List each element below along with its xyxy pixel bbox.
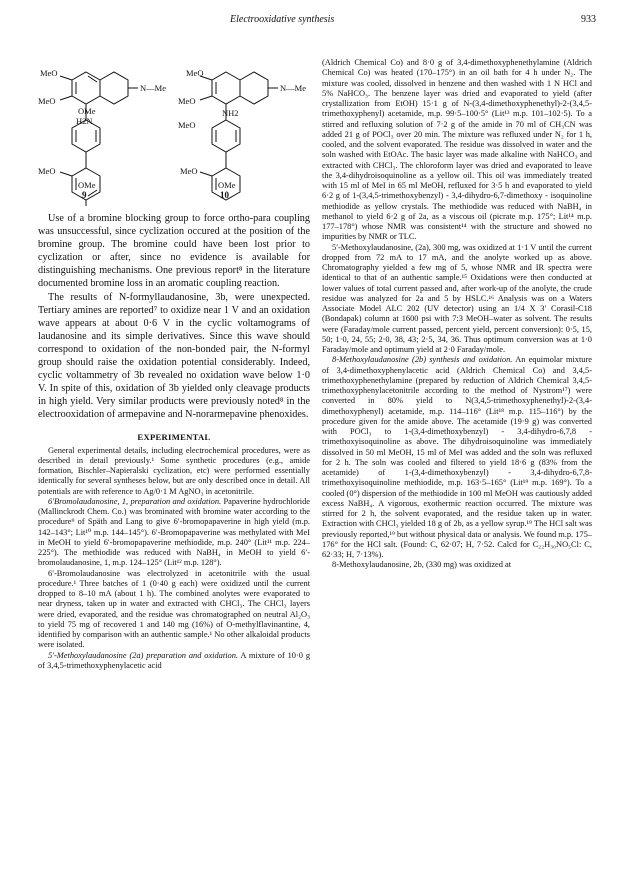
bromo-subtitle: 6′Bromolaudanosine, 1, preparation and oxidation.: [48, 496, 222, 506]
discussion-paragraph-1: Use of a bromine blocking group to force ortho-para coupling was unsuccessful, since cyclization occured at the position of the bromine group. The bromine could have been lost prior to cyclization or after, since no evidence is available for distinguishing mechanisms. One previous report⁸ in the literature documented bromine loss in an aromatic coupling reaction.: [38, 213, 310, 290]
experimental-paragraph-general: General experimental details, including electrochemical procedures, were as described in detail previously.¹ Some synthetic procedures (e.g., amide formation, Bischler–Napieralski cyclization, etc) were performed essentially identically for several syntheses below, but are only described once in detail. All potentials are with reference to Ag/0·1 M AgNO₃ in acetonitrile.: [38, 445, 310, 496]
s10-label-ome-low: OMe: [218, 180, 236, 190]
compound-number-9: 9: [82, 190, 87, 200]
s9-label-nme: N—Me: [140, 83, 166, 93]
s10-label-nme: N—Me: [280, 83, 306, 93]
s10-label-meo-top: MeO: [186, 68, 204, 78]
methoxy-subtitle: 5′-Methoxylaudanosine (2a) preparation and oxidation.: [48, 650, 238, 660]
s9-label-meo-low: MeO: [38, 166, 56, 176]
right-paragraph-3: [322, 355, 592, 560]
s10-label-meo-low: MeO: [180, 166, 198, 176]
running-header: [0, 14, 624, 30]
right-paragraph-4: 8-Methoxylaudanosine, 2b, (330 mg) was oxidized at: [332, 560, 512, 570]
right-paragraph-2: 5′-Methoxylaudanosine, (2a), 300 mg, was oxidized at 1·1 V until the current dropped from 72 mA to 17 mA, and the anolyte worked up as above. Chromatography yielded a few mg of 5, whose NMR and IR spectra were identical to that of an authentic sample.¹⁵ Oxidations were then conducted at lower values of total current passed and, after work-up of the anolyte, the crude residue was analyzed for 2a and 5 by HSLC.¹⁶ Analysis was on a Waters Associate Model ALC 202 (UV detector) using an 1/4 X 3′ Corasil-C18 (Bondapak) column at 1600 psi with 7:3 MeOH–water as solvent. The results were (Faraday/mole current passed, percent yield, percent conversion): 0·5, 15, 50; 1·0, 24, 55; 2·0, 38, 43; 2·5, 34, 36. Thus optimum conversion was at 1·0 Faraday/mole and optimum yield at 2·0 Faraday/mole.: [322, 242, 592, 354]
discussion-paragraph-2: The results of N-formyllaudanosine, 3b, were unexpected. Tertiary amines are reported⁷ to oxidize near 1 V and an oxidation wave appears at about 0·6 V in the cyclic voltamograms of laudanosine and its simple derivatives. Since this wave should correspond to oxidation of the non-bonded pair, the N-formyl group should raise the oxidation potential considerably. Indeed, cyclic voltammetry of 3b revealed no oxidation wave below 1·0 V. In spite of this, oxidation of 3b yielded only cleavage products in high yield. Very similar products were previously noted⁸ in the electrooxidation of armepavine and N-norarmepavine phenoxides.: [38, 291, 310, 421]
s10-label-nh2: NH2: [222, 108, 239, 118]
running-title: Electrooxidative synthesis: [230, 14, 335, 25]
s9-label-h2n: H2N: [76, 116, 93, 126]
structure-9-drawing: [60, 72, 138, 206]
chemical-structures-figure: [38, 58, 310, 206]
bromo-body: Papaverine hydrochloride (Mallinckrodt Chem. Co.) was brominated with bromine water according to the procedure⁹ of Späth and Lang to give 6′-bromopapaverine in high yield (m.p. 142–143°; Lit¹⁰ m.p. 144–145°). 6′-Bromopapaverine was methylated with MeI in MeOH to yield 6′-bromopapaverine methiodide, m.p. 240° (Lit¹¹ m.p. 224–225°). The methiodide was reduced with NaBH₄ in MeOH to yield 6′-bromolaudanosine, 1, m.p. 124–125° (Lit¹² m.p. 128°).: [38, 496, 311, 568]
experimental-heading: EXPERIMENTAL: [137, 431, 211, 442]
left-column: [38, 58, 310, 671]
s9-label-meo-top: MeO: [40, 68, 58, 78]
s9-label-ome: OMe: [78, 106, 96, 116]
structure-10-drawing: [200, 72, 278, 200]
methoxy-2b-body: An equimolar mixture of 3,4-dimethoxyphenylacetic acid (Aldrich Chemical Co) and 3,4,5-trimethoxyphenethylamine (prepared by reduction of Aldrich Chemical 3,4,5-trimethoxyphenylacetonitrile according to the method of Nystrom¹⁷) were converted in 80% yield to N(3,4,5-trimethoxyphenethyl)-2-(3,4-dimethoxyphenyl) acetamide, m.p. 114–116° (Lit¹⁸ m.p. 115–116°) by the procedure given for the amide above. The acetamide (19·9 g) was converted with POCl₃ to 1-(3,4-dimethoxybenzyl) - 3,4-dihydro-6,7,8 - trimethoxyisoquinoline as above. The dihydroisoquinoline was immediately dissolved in 50 ml MeOH, 15 ml of MeI was added and the soln was refluxed for 2 h. The soln was cooled and filtered to yield 18·6 g (83% from the acetamide) of 1-(3,4-dimethoxybenzyl) - 3,4-dihydro-6,7,8-trimethoxyisoquinoline methiodide, m.p. 163·5–165° (Lit¹⁹ m.p. 169°). To a cooled (0°) dispersion of the methiodide in 100 ml MeOH was cautiously added excess NaBH₄. A vigorous, exothermic reaction occurred. The mixture was stirred for 2 h, the solvent evaporated, and the residue taken up in water. Extraction with CHCl₃ yielded 18 g of 2b, as a yellow syrup.¹⁹ The HCl salt was previously reported,¹⁹ but without physical data or analysis. We found m.p. 175–176° for the HCl salt. (Found: C, 62·07; H, 7·52. Calcd for C₂₂H₃₀NO₅Cl: C, 62·33; H, 7·13%).: [322, 355, 593, 559]
experimental-paragraph-methoxy: [38, 651, 310, 672]
discussion-section: [38, 212, 310, 422]
compound-number-10: 10: [220, 190, 229, 200]
experimental-paragraph-bromo: [38, 497, 310, 569]
right-column: [322, 58, 592, 571]
experimental-section: [38, 446, 310, 672]
right-paragraph-1: (Aldrich Chemical Co) and 8·0 g of 3,4-dimethoxyphenethylamine (Aldrich Chemical Co) was heated (170–175°) in an oil bath for 4 h under N₂. The mixture was cooled, dissolved in benzene and then washed with 1 N HCl and 5% NaHCO₃. The benzene layer was dried and evaporated to yield (after crystallization from EtOH) 15·1 g of N-(3,4-dimethoxyphenethyl)-2-(3,4,5-trimethoxyphenyl) acetamide, m.p. 99·5–100·5° (Lit¹³ m.p. 101–102·5). To a stirred and refluxing solution of 7·2 g of the amide in 70 ml of CH₃CN was added 21 g of POCl₃ over 20 min. The mixture was refluxed under N₂ for 1 h, cooled, and the solvent evaporated. The residue was dissolved in water and the soln washed with EtOAc. The basic layer was made alkaline with NaHCO₃ and extracted with CHCl₃. The chloroform layer was dried and evaporated to leave the 3,4-dihydroisoquinoline as a yellow oil. This oil was immediately treated with 15 ml of MeI in 65 ml MeOH, refluxed for 3·5 h and evaporated to yield 6·2 g of 1-(3,4,5-trimethoxybenzyl) - 3,4-dihydro-6,7-dimethoxy - isoquinoline methiodide as yellow crystals. The methiodide was reduced with NaBH₄ in methanol to yield 6·2 g of 2a, as a viscous oil (picrate m.p. 175°; Lit¹⁴ m.p. 177–178°) whose NMR was consistent¹⁴ with the structure and showed no impurities by NMR or TLC.: [322, 58, 592, 242]
s9-label-meo-mid: MeO: [38, 96, 56, 106]
methoxy-2b-subtitle: 8-Methoxylaudanosine (2b) synthesis and oxidation.: [332, 355, 513, 365]
s10-label-meo-mid: MeO: [178, 96, 196, 106]
s9-label-ome-low: OMe: [78, 180, 96, 190]
s10-label-meo-2: MeO: [178, 120, 196, 130]
page-number: 933: [581, 14, 596, 25]
experimental-paragraph-electrolysis: 6′-Bromolaudanosine was electrolyzed in acetonitrile with the usual procedure.¹ Three batches of 1 (0·40 g each) were oxidized until the current dropped to 8–10 mA (about 1 h). The combined anolytes were evaporated to near dryness, taken up in water and extracted with CHCl₃. The CHCl₃ layers were dried, evaporated, and the residue was chromatographed on neutral Al₂O₃ to yield 75 mg of recovered 1 and 140 mg (16%) of O-methylflavinantine, 4, identified by comparison with an authentic sample.¹ No other alkaloidal products were isolated.: [38, 568, 310, 650]
methoxy-body: A mixture of 10·0 g of 3,4,5-trimethoxyphenylacetic acid: [38, 650, 311, 670]
structures-svg: [38, 58, 310, 206]
